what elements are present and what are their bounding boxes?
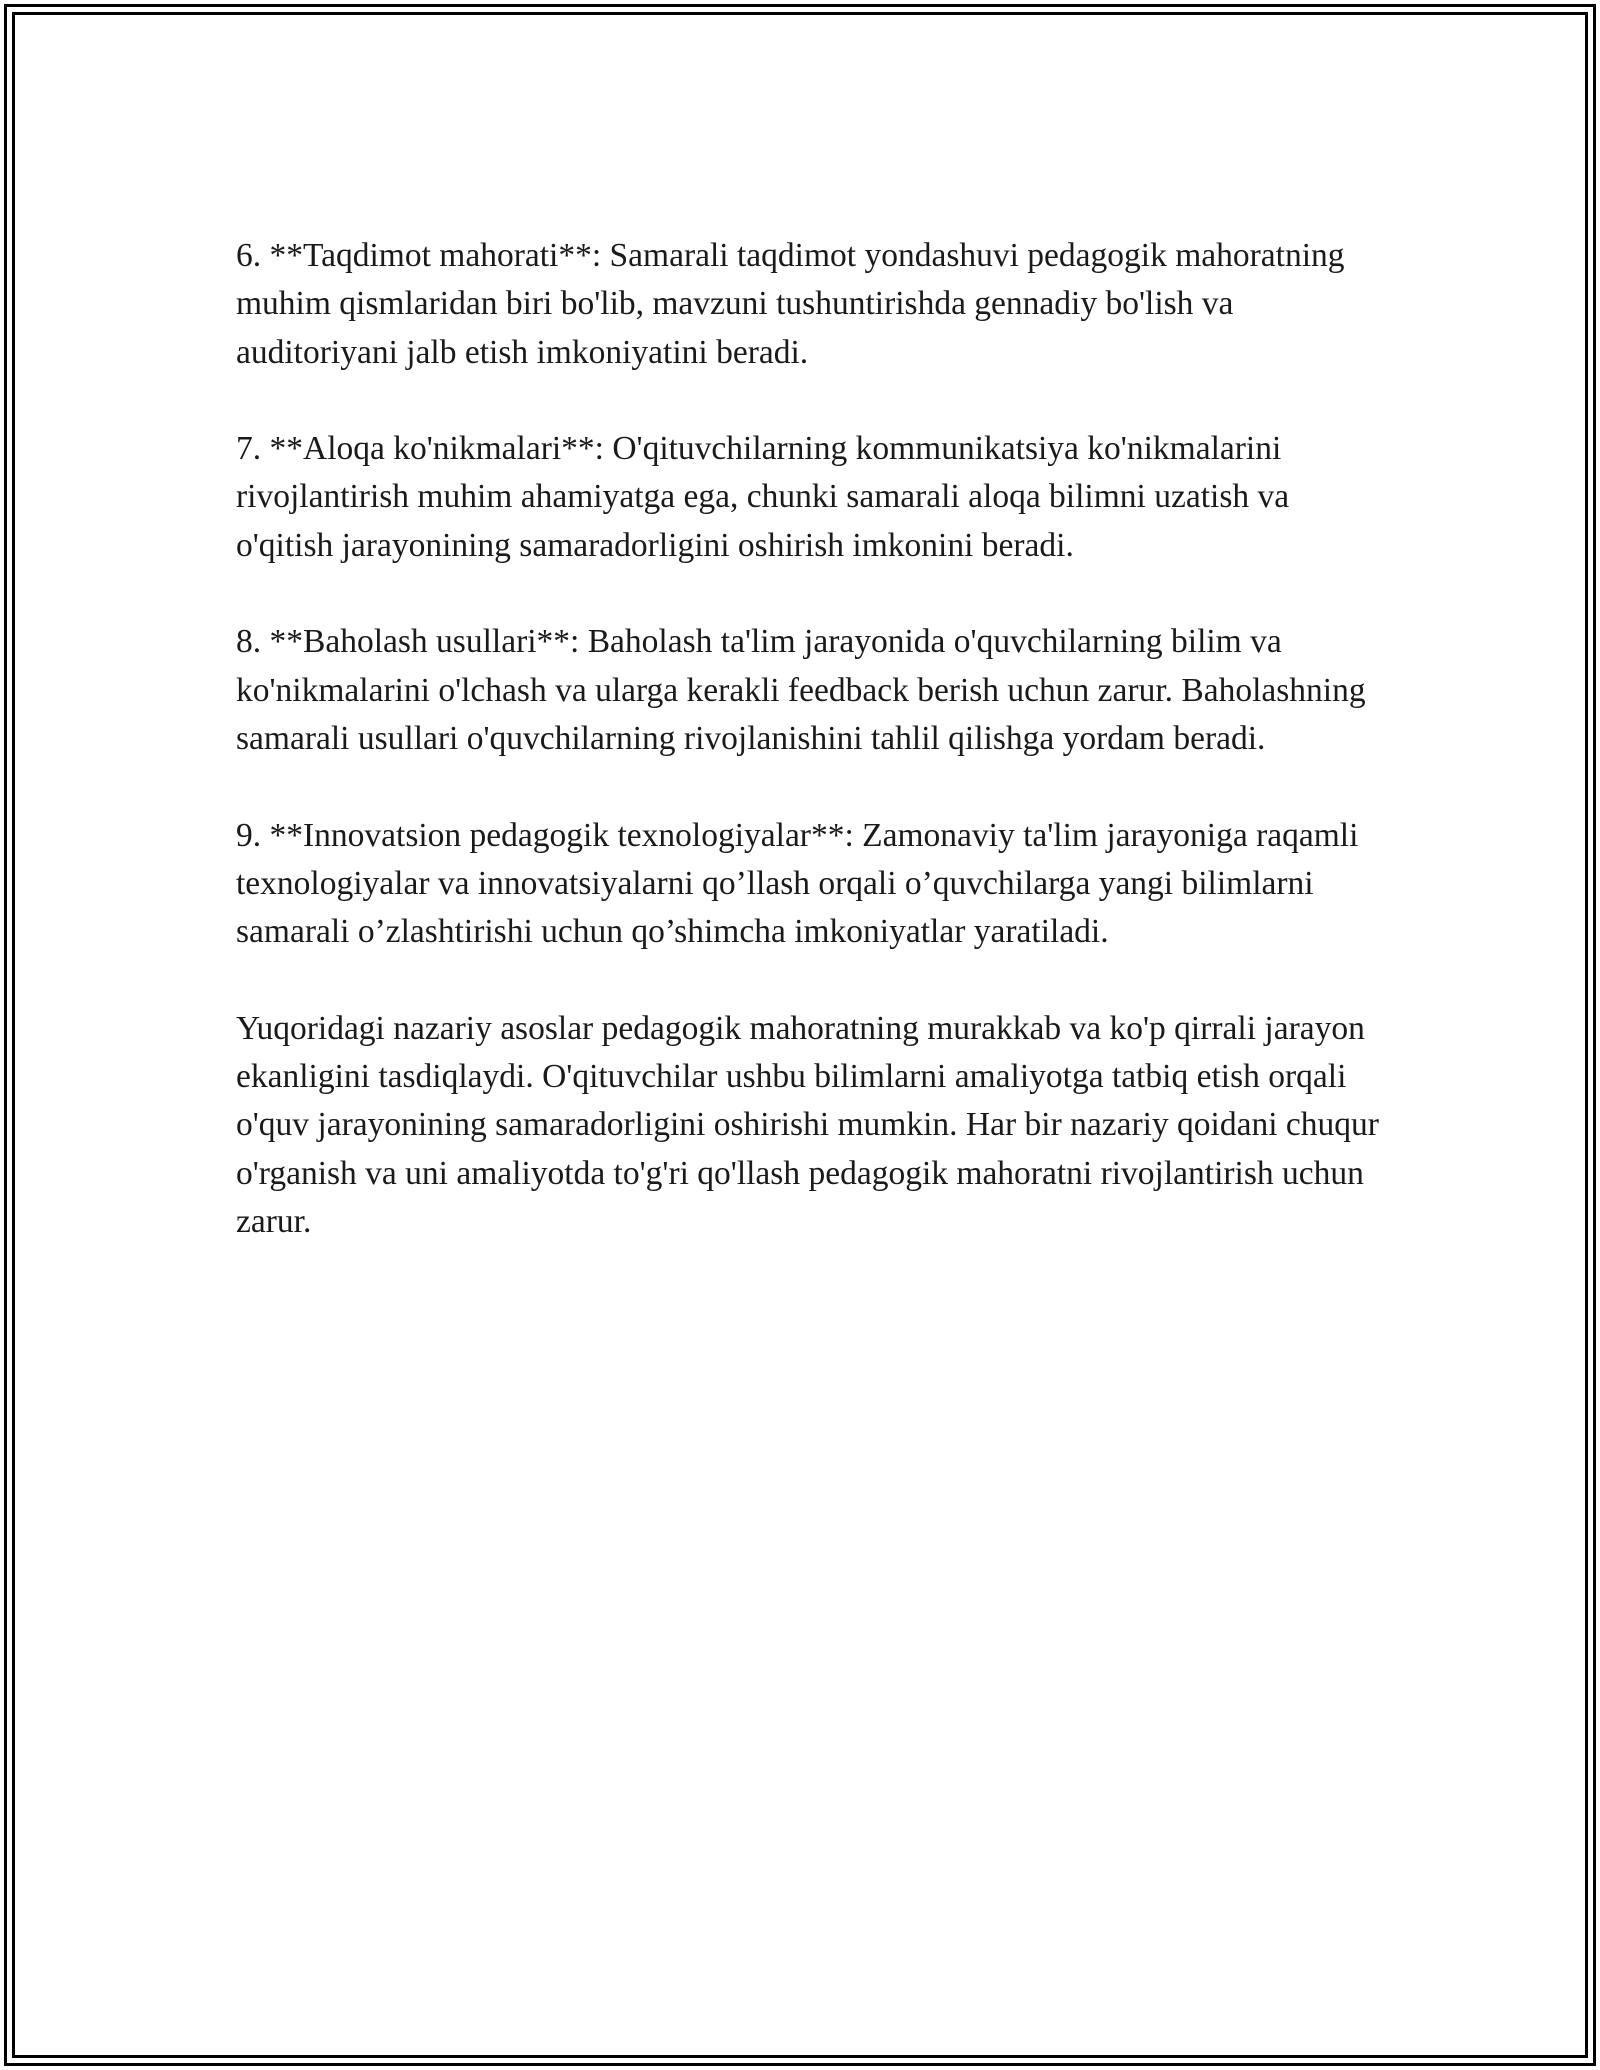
paragraph-baholash-usullari: 8. **Baholash usullari**: Baholash ta'lim jarayonida o'quvchilarning bilim va ko'nikmalarini o'lchash va ularga kerakli feedback berish uchun zarur. Baholashning samarali usullari o'quvchilarning rivojlanishini tahlil qilishga yordam beradi. bbox=[236, 623, 1366, 757]
paragraph-aloqa-konikmalari: 7. **Aloqa ko'nikmalari**: O'qituvchilarning kommunikatsiya ko'nikmalarini rivojlantirish muhim ahamiyatga ega, chunki samarali aloqa bilimni uzatish va o'qitish jarayonining samaradorligini oshirish imkonini beradi. bbox=[236, 430, 1290, 564]
document-body bbox=[236, 232, 1386, 1295]
paragraph-innovatsion-texnologiyalar: 9. **Innovatsion pedagogik texnologiyalar**: Zamonaviy ta'lim jarayoniga raqamli texnologiyalar va innovatsiyalarni qo’llash orqali o’quvchilarga yangi bilimlarni samarali o’zlashtirishi uchun qo’shimcha imkoniyatlar yaratiladi. bbox=[236, 816, 1359, 951]
paragraph-conclusion: Yuqoridagi nazariy asoslar pedagogik mahoratning murakkab va ko'p qirrali jarayon ekanligini tasdiqlaydi. O'qituvchilar ushbu bilimlarni amaliyotga tatbiq etish orqali o'quv jarayonining samaradorligini oshirishi mumkin. Har bir nazariy qoidani chuqur o'rganish va uni amaliyotda to'g'ri qo'llash pedagogik mahoratni rivojlantirish uchun zarur. bbox=[236, 1009, 1379, 1240]
paragraph-taqdimot-mahorati: 6. **Taqdimot mahorati**: Samarali taqdimot yondashuvi pedagogik mahoratning muhim qismlaridan biri bo'lib, mavzuni tushuntirishda gennadiy bo'lish va auditoriyani jalb etish imkoniyatini beradi. bbox=[236, 237, 1345, 371]
